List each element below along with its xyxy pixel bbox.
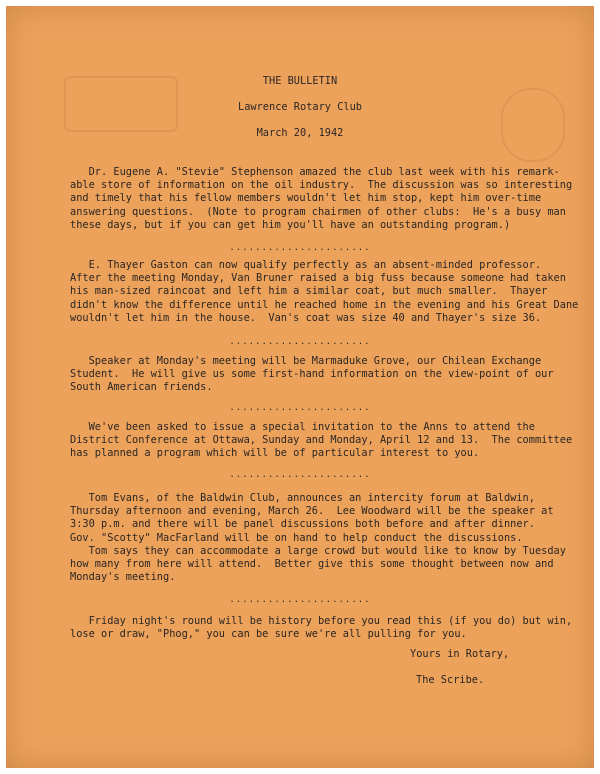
- text-line: these days, but if you can get him you'll have an outstanding program.): [70, 218, 511, 231]
- closing-salutation: Yours in Rotary,: [410, 648, 510, 660]
- paragraph-7: [70, 615, 573, 641]
- bulletin-content: [6, 6, 594, 768]
- paragraph-1: [70, 166, 573, 232]
- text-line: District Conference at Ottawa, Sunday and Monday, April 12 and 13. The committee: [70, 434, 573, 447]
- paragraph-2: [70, 259, 579, 325]
- text-line: Tom says they can accommodate a large crowd but would like to know by Tuesday: [70, 545, 566, 557]
- paragraph-4: [70, 421, 573, 461]
- separator: ......................: [229, 243, 371, 253]
- separator: ......................: [229, 337, 371, 347]
- text-line: and timely that his fellow members wouldn't let him stop, kept him over-time: [70, 192, 542, 205]
- text-line: able store of information on the oil industry. The discussion was so interesting: [70, 179, 573, 192]
- text-line: didn't know the difference until he reached home in the evening and his Great Dane: [70, 298, 579, 311]
- text-line: has planned a program which will be of particular interest to you.: [70, 447, 480, 460]
- text-line: After the meeting Monday, Van Bruner raised a big fuss because someone had taken: [70, 272, 566, 285]
- text-line: Gov. "Scotty" MacFarland will be on hand to help conduct the discussions.: [70, 531, 523, 544]
- text-line: wouldn't let him in the house. Van's coat was size 40 and Thayer's size 36.: [70, 311, 542, 324]
- separator: ......................: [229, 595, 371, 605]
- paragraph-3: [70, 355, 554, 395]
- text-line: South American friends.: [70, 381, 213, 394]
- bulletin-date: March 20, 1942: [256, 127, 344, 139]
- text-line: Thursday afternoon and evening, March 26. Lee Woodward will be the speaker at: [70, 505, 554, 518]
- club-name: Lawrence Rotary Club: [238, 101, 362, 113]
- paragraph-6: [70, 545, 566, 585]
- text-line: Tom Evans, of the Baldwin Club, announces an intercity forum at Baldwin,: [70, 492, 535, 504]
- closing-signature: The Scribe.: [416, 674, 485, 686]
- paragraph-5: [70, 492, 554, 545]
- bulletin-title: THE BULLETIN: [262, 75, 338, 87]
- text-line: We've been asked to issue a special invitation to the Anns to attend the: [70, 421, 535, 433]
- text-line: his man-sized raincoat and left him a similar coat, but much smaller. Thayer: [70, 285, 548, 298]
- text-line: answering questions. (Note to program chairmen of other clubs: He's a busy man: [70, 205, 566, 218]
- text-line: Monday's meeting.: [70, 571, 176, 584]
- bulletin-page: [6, 6, 594, 768]
- text-line: E. Thayer Gaston can now qualify perfectly as an absent-minded professor.: [70, 259, 542, 271]
- text-line: how many from here will attend. Better give this some thought between now and: [70, 558, 554, 571]
- text-line: Dr. Eugene A. "Stevie" Stephenson amazed the club last week with his remark-: [70, 166, 560, 178]
- separator: ......................: [229, 470, 371, 480]
- text-line: lose or draw, "Phog," you can be sure we're all pulling for you.: [70, 628, 467, 641]
- text-line: Speaker at Monday's meeting will be Marmaduke Grove, our Chilean Exchange: [70, 355, 542, 367]
- text-line: Student. He will give us some first-hand information on the view-point of our: [70, 368, 554, 381]
- text-line: Friday night's round will be history before you read this (if you do) but win,: [70, 615, 573, 627]
- text-line: 3:30 p.m. and there will be panel discussions both before and after dinner.: [70, 518, 535, 531]
- separator: ......................: [229, 403, 371, 413]
